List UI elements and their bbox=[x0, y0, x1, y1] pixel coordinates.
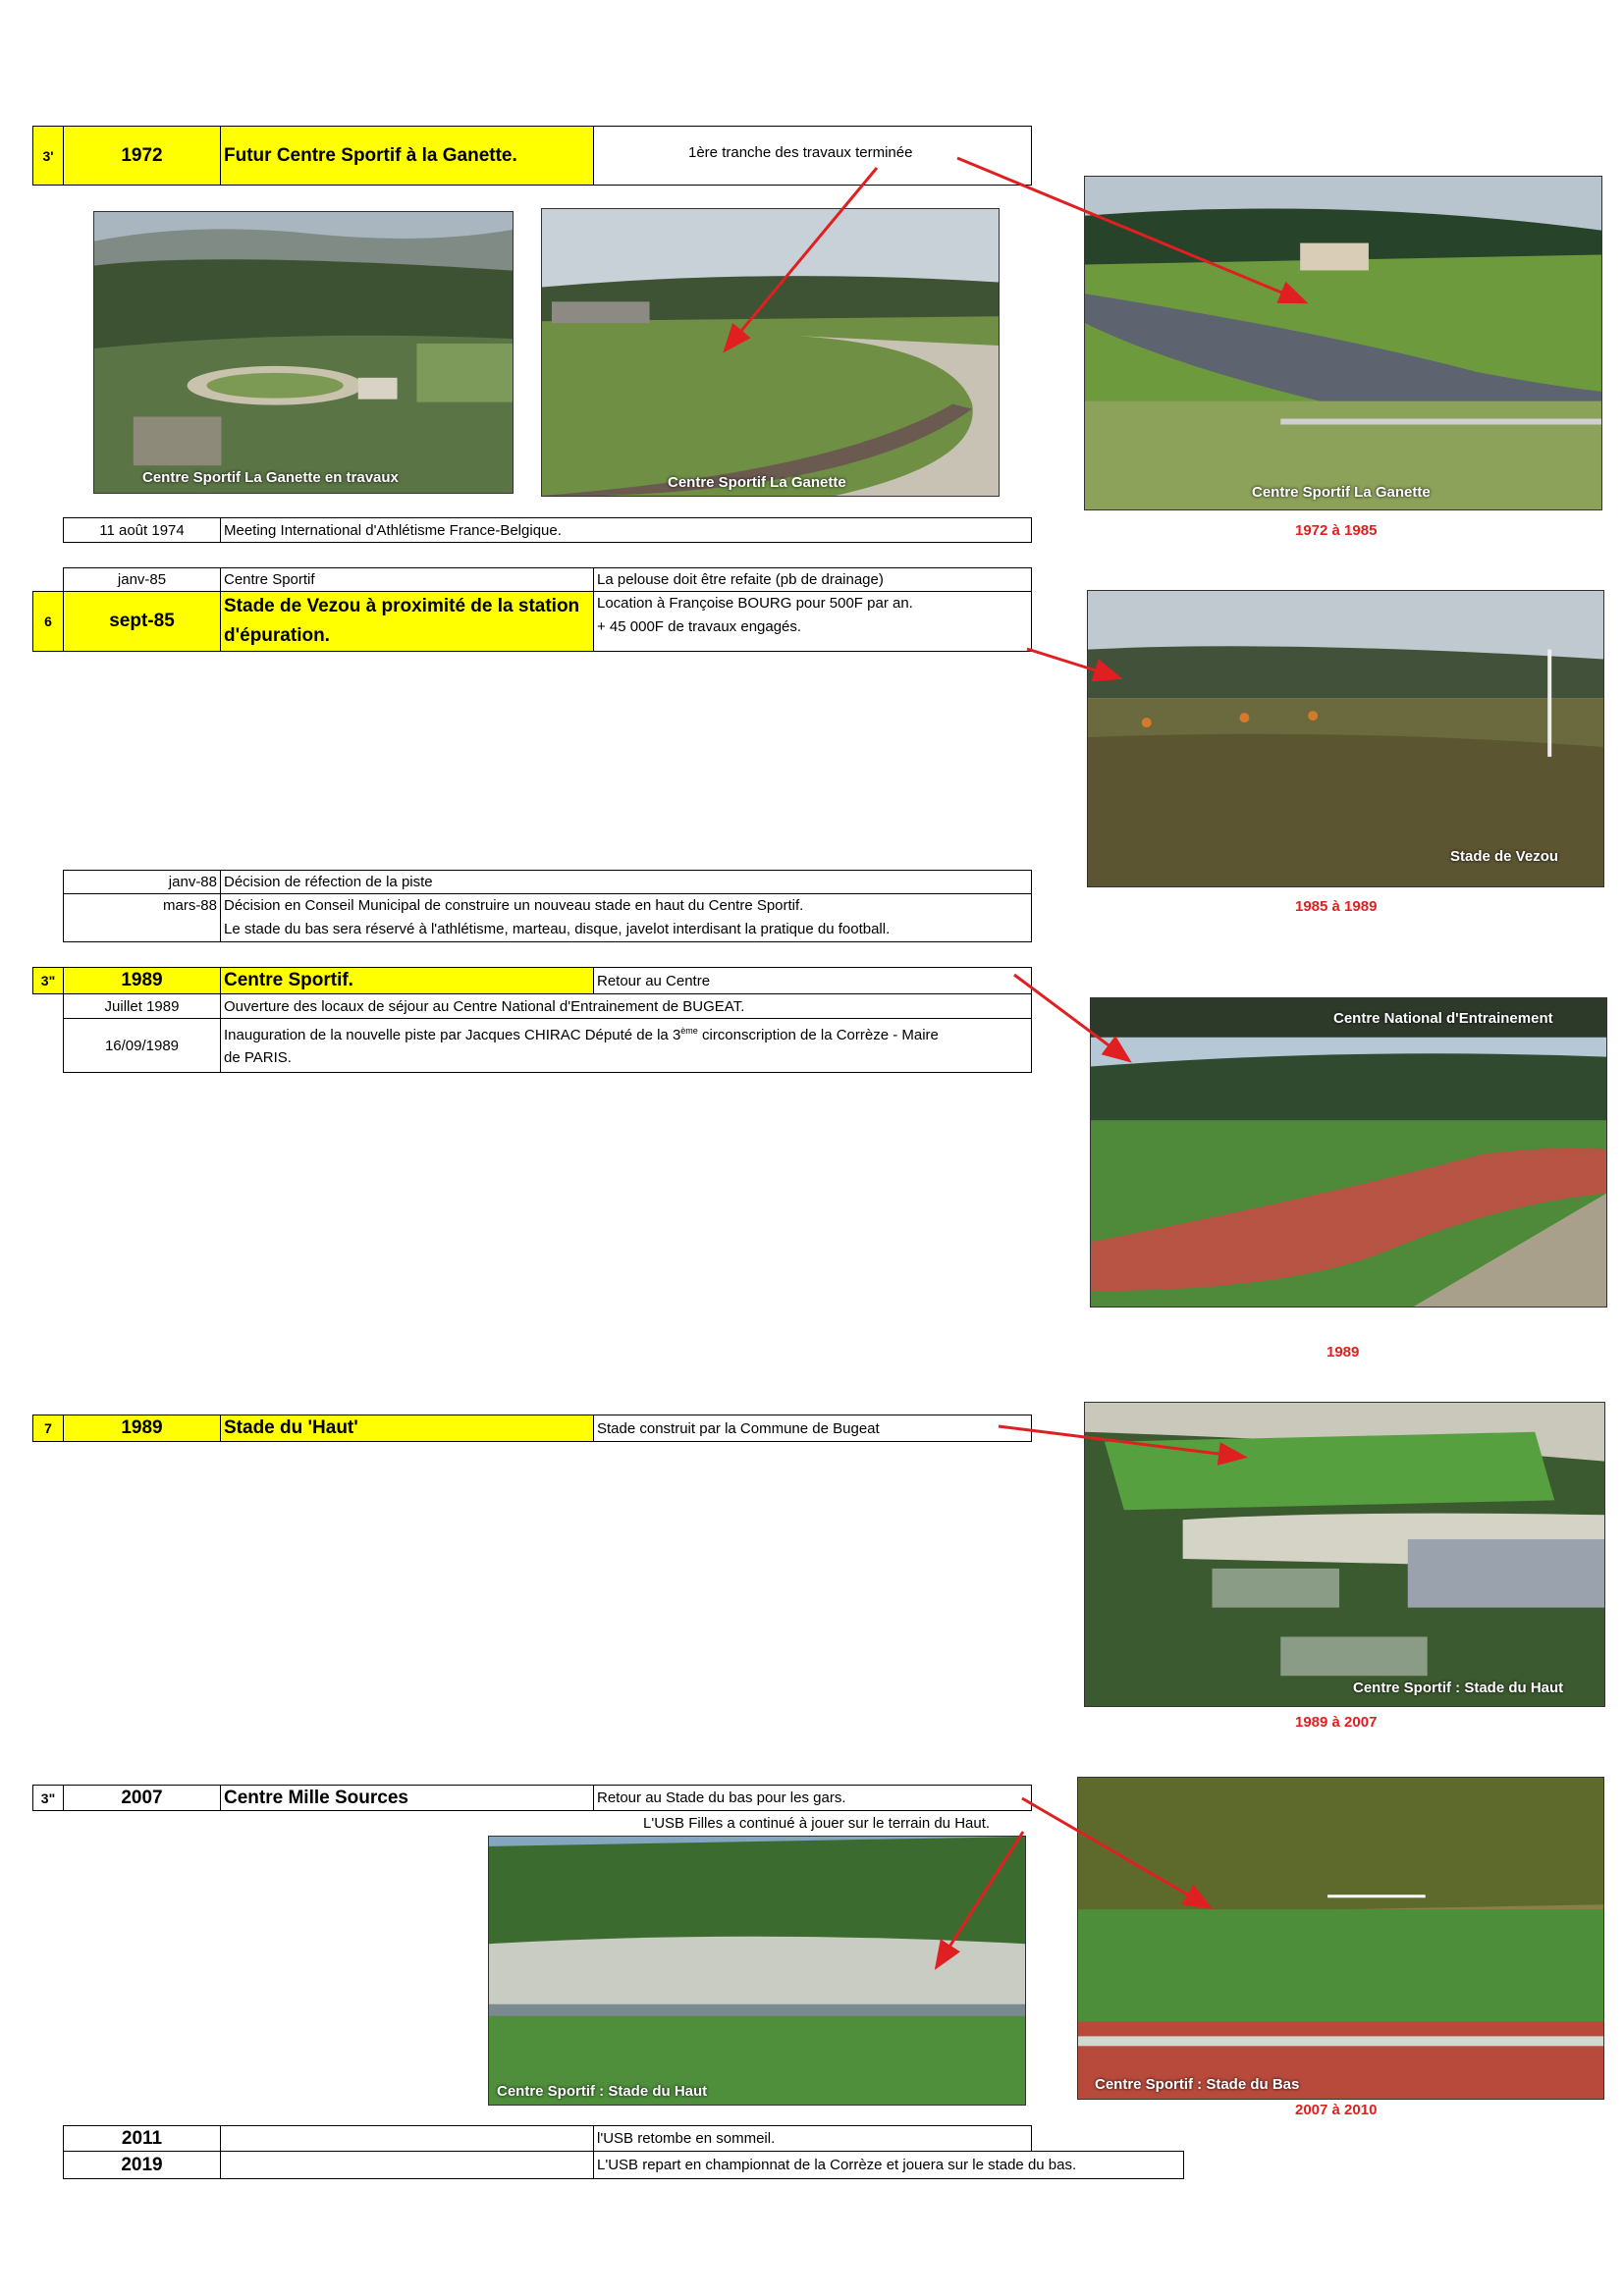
period-range: 1972 à 1985 bbox=[1295, 522, 1378, 539]
photo-stade-bas-match bbox=[1077, 1777, 1604, 2100]
row-date: 16/09/1989 bbox=[63, 1018, 221, 1073]
row-note: + 45 000F de travaux engagés. bbox=[597, 618, 802, 635]
period-range: 1985 à 1989 bbox=[1295, 898, 1378, 915]
photo-caption: Centre National d'Entrainement bbox=[1333, 1010, 1553, 1027]
photo-ganette-works bbox=[93, 211, 514, 494]
photo-caption: Centre Sportif La Ganette bbox=[668, 474, 846, 491]
period-range: 1989 bbox=[1326, 1344, 1360, 1361]
period-range: 1989 à 2007 bbox=[1295, 1714, 1378, 1731]
row-text: l'USB retombe en sommeil. bbox=[593, 2125, 1032, 2152]
row-date: mars-88 bbox=[63, 893, 221, 942]
row-text: Inauguration de la nouvelle piste par Jacques CHIRAC Député de la 3ème circonscription de la Corrèze - Maire bbox=[224, 1026, 939, 1043]
row-note: Retour au Centre bbox=[593, 967, 1032, 994]
row-text-cell bbox=[220, 1018, 1032, 1073]
row-text: Ouverture des locaux de séjour au Centre National d'Entrainement de BUGEAT. bbox=[220, 993, 1032, 1019]
photo-caption: Stade de Vezou bbox=[1450, 848, 1559, 865]
row-text: Le stade du bas sera réservé à l'athlétisme, marteau, disque, javelot interdisant la pratique du football. bbox=[224, 921, 891, 937]
meeting-date: 11 août 1974 bbox=[63, 517, 221, 543]
row-year: 1989 bbox=[63, 1415, 221, 1442]
row-title: Centre Mille Sources bbox=[220, 1785, 594, 1811]
row-title: Futur Centre Sportif à la Ganette. bbox=[220, 126, 594, 186]
row-note: Stade construit par la Commune de Bugeat bbox=[593, 1415, 1032, 1442]
photo-centre-national bbox=[1090, 997, 1607, 1308]
row-date: janv-85 bbox=[63, 567, 221, 592]
row-title: Stade du 'Haut' bbox=[220, 1415, 594, 1442]
row-label: Centre Sportif bbox=[220, 567, 594, 592]
row-note-cell bbox=[593, 591, 1032, 652]
row-date: Juillet 1989 bbox=[63, 993, 221, 1019]
row-text: de PARIS. bbox=[224, 1049, 292, 1066]
row-empty bbox=[220, 2125, 594, 2152]
row-year: 1989 bbox=[63, 967, 221, 994]
row-text: Décision en Conseil Municipal de construire un nouveau stade en haut du Centre Sportif. bbox=[224, 897, 804, 914]
row-title: Stade de Vezou à proximité de la station d'épuration. bbox=[220, 591, 594, 652]
row-year: 2019 bbox=[63, 2151, 221, 2179]
row-note: L'USB Filles a continué à jouer sur le terrain du Haut. bbox=[643, 1815, 991, 1832]
photo-stade-haut-match bbox=[488, 1836, 1026, 2106]
row-number: 3" bbox=[32, 967, 64, 994]
photo-caption: Centre Sportif La Ganette bbox=[1252, 484, 1431, 501]
row-number: 3" bbox=[32, 1785, 64, 1811]
photo-caption: Centre Sportif : Stade du Haut bbox=[1353, 1680, 1564, 1696]
photo-ganette-track bbox=[541, 208, 1000, 497]
row-year: 2011 bbox=[63, 2125, 221, 2152]
row-number: 7 bbox=[32, 1415, 64, 1442]
row-empty bbox=[220, 2151, 594, 2179]
row-number: 6 bbox=[32, 591, 64, 652]
photo-vezou bbox=[1087, 590, 1604, 887]
row-date: janv-88 bbox=[63, 870, 221, 894]
row-title: Centre Sportif. bbox=[220, 967, 594, 994]
row-text-cell bbox=[220, 893, 1032, 942]
row-note: 1ère tranche des travaux terminée bbox=[688, 144, 913, 161]
row-note: La pelouse doit être refaite (pb de drainage) bbox=[593, 567, 1032, 592]
row-note: Retour au Stade du bas pour les gars. bbox=[593, 1785, 1032, 1811]
photo-caption: Centre Sportif : Stade du Haut bbox=[497, 2083, 708, 2100]
row-note-cell bbox=[593, 126, 1032, 186]
period-range: 2007 à 2010 bbox=[1295, 2102, 1378, 2118]
row-text: Décision de réfection de la piste bbox=[220, 870, 1032, 894]
photo-caption: Centre Sportif : Stade du Bas bbox=[1095, 2076, 1300, 2093]
photo-stade-haut-aerial bbox=[1084, 1402, 1605, 1707]
row-note: Location à Françoise BOURG pour 500F par an. bbox=[597, 595, 913, 612]
row-text: L'USB repart en championnat de la Corrèze et jouera sur le stade du bas. bbox=[593, 2151, 1184, 2179]
photo-caption: Centre Sportif La Ganette en travaux bbox=[142, 469, 399, 486]
row-year: sept-85 bbox=[63, 591, 221, 652]
row-year: 1972 bbox=[63, 126, 221, 186]
row-number: 3' bbox=[32, 126, 64, 186]
meeting-text: Meeting International d'Athlétisme France-Belgique. bbox=[220, 517, 1032, 543]
photo-ganette-stadium bbox=[1084, 176, 1602, 510]
row-year: 2007 bbox=[63, 1785, 221, 1811]
